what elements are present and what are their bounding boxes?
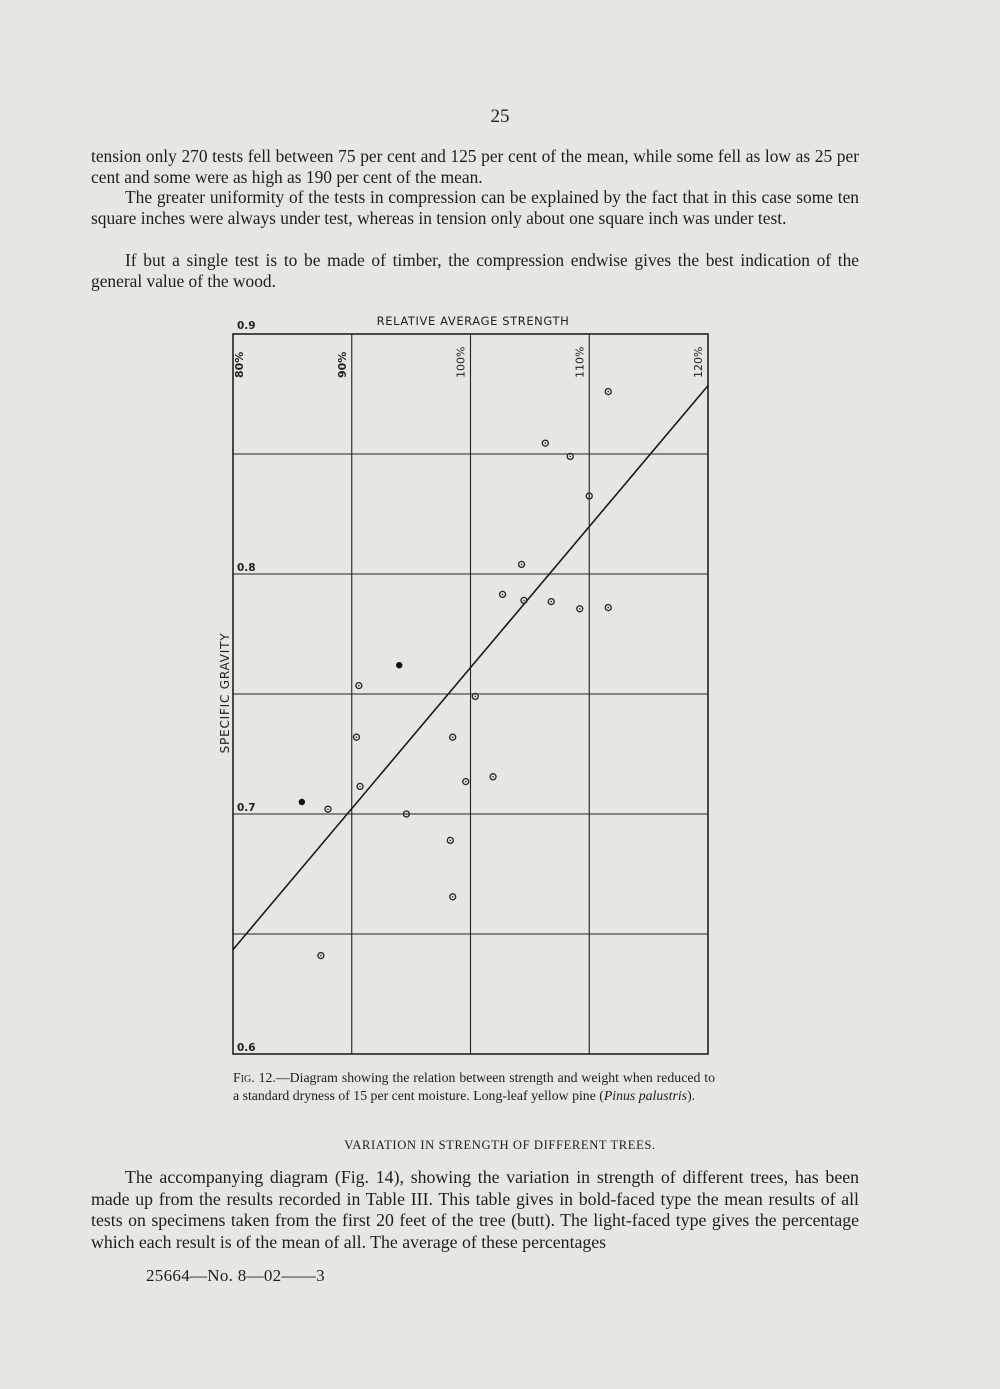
signature-mark: 25664—No. 8—02——3 <box>146 1266 325 1285</box>
y-tick-label: 0.7 <box>237 802 256 814</box>
data-point <box>605 605 611 611</box>
data-point <box>354 734 360 740</box>
caption-end: ). <box>687 1088 696 1103</box>
data-point <box>447 837 453 843</box>
y-axis-label: SPECIFIC GRAVITY <box>218 632 232 754</box>
data-point <box>299 799 305 805</box>
page-number: 25 <box>490 106 510 127</box>
data-point <box>519 561 525 567</box>
data-point <box>490 774 496 780</box>
x-tick-label: 80% <box>233 351 246 378</box>
data-point <box>605 389 611 395</box>
caption-species: Pinus palustris <box>603 1088 688 1103</box>
data-point <box>450 894 456 900</box>
data-point <box>356 683 362 689</box>
chart-grid <box>233 320 708 1054</box>
data-point <box>357 783 363 789</box>
paragraph-3: If but a single test is to be made of timber, the compression endwise gives the best indication of the general value of the wood. <box>91 250 859 291</box>
data-point <box>450 734 456 740</box>
data-point <box>325 806 331 812</box>
chart-title: RELATIVE AVERAGE STRENGTH <box>376 314 570 328</box>
x-tick-label: 120% <box>692 346 705 378</box>
data-point <box>463 779 469 785</box>
y-tick-label: 0.9 <box>237 320 256 332</box>
paragraph-1: tension only 270 tests fell between 75 per cent and 125 per cent of the mean, while some fell as low as 25 per cent and some were as high as 190 per cent of the mean. <box>91 146 859 187</box>
data-point <box>542 440 548 446</box>
y-tick-label: 0.6 <box>237 1042 256 1054</box>
x-tick-label: 100% <box>454 346 468 378</box>
data-point <box>500 591 506 597</box>
data-point <box>521 597 527 603</box>
figure-label: Fig. 12. <box>233 1070 276 1085</box>
data-point <box>577 606 583 612</box>
figure-caption <box>233 1069 715 1105</box>
paragraph-2: The greater uniformity of the tests in compression can be explained by the fact that in this case some ten square inches were always under test, whereas in tension only about one square inch was under test. <box>91 187 859 228</box>
caption-text: —Diagram showing the relation between strength and weight when reduced to a standard dryness of 15 per cent moisture. Long-leaf yellow pine ( <box>233 1070 715 1103</box>
x-tick-label: 90% <box>335 351 349 378</box>
paragraph-4: The accompanying diagram (Fig. 14), showing the variation in strength of different trees, has been made up from the results recorded in Table III. This table gives in bold-faced type the mean results of all tests on specimens taken from the first 20 feet of the tree (butt). The light-faced type gives the percentage which each result is of the mean of all. The average of these percentages <box>91 1167 859 1252</box>
data-point <box>318 953 324 959</box>
section-heading: VARIATION IN STRENGTH OF DIFFERENT TREES. <box>344 1138 656 1152</box>
data-point <box>548 599 554 605</box>
data-point <box>396 662 402 668</box>
y-tick-label: 0.8 <box>237 562 256 574</box>
x-tick-label: 110% <box>573 346 587 378</box>
